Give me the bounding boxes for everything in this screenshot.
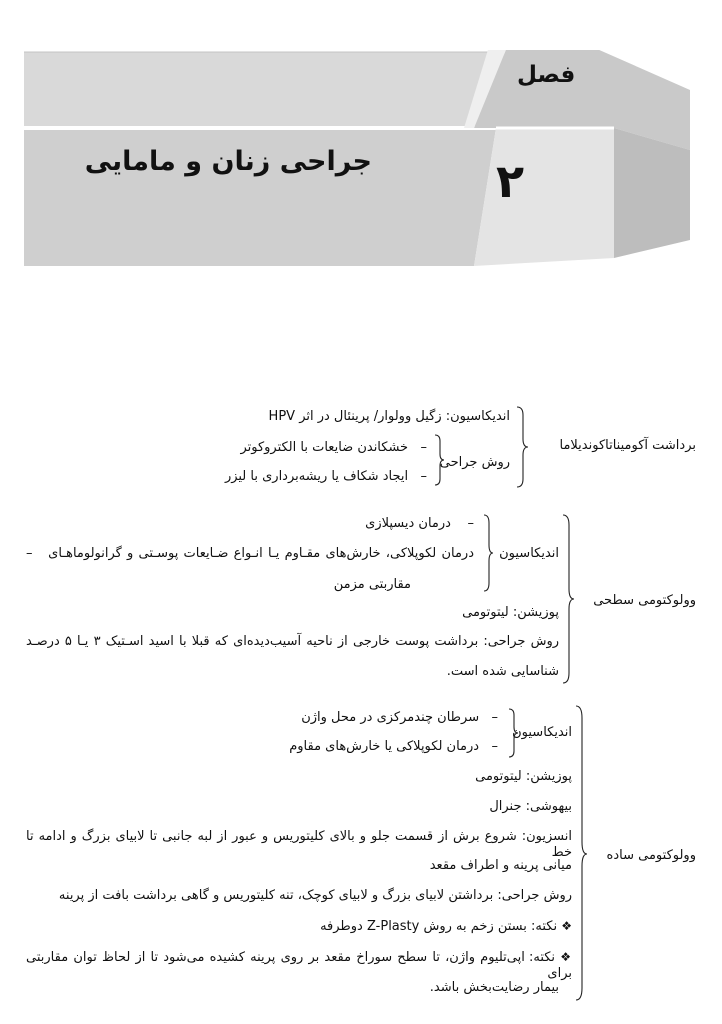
- dash-icon: –: [26, 546, 33, 561]
- method-text: روش جراحی: برداشتن لابیای بزرگ و لابیای کوچک، تنه کلیتوریس و گاهی برداشت بافت از پرینه: [58, 888, 572, 903]
- position-text: پوزیشن: لیتوتومی: [462, 605, 559, 620]
- section-title-simple-vulvectomy: وولوکتومی ساده: [606, 848, 696, 863]
- section-title-superficial-vulvectomy: وولوکتومی سطحی: [593, 593, 696, 608]
- brace-icon: [482, 513, 494, 593]
- list-item-text: درمان لکوپلاکی، خارش‌های مقـاوم یـا انـواع ضـایعات پوسـتی و گرانولوماهـای: [48, 546, 474, 561]
- brace-icon: [433, 433, 445, 487]
- method-label: روش جراحی: [439, 455, 510, 470]
- note-item: [26, 949, 572, 982]
- diamond-bullet-icon: ❖: [561, 919, 572, 933]
- method-text-continuation: شناسایی شده است.: [446, 664, 559, 679]
- note-text: نکته: اپی‌تلیوم واژن، تا سطح سوراخ مقعد بر روی پرینه کشیده می‌شود تا از لحاظ توان مقاربتی برای: [26, 950, 572, 981]
- diamond-bullet-icon: ❖: [560, 950, 573, 964]
- method-text: روش جراحی: برداشت پوست خارجی از ناحیه آسیب‌دیده‌ای که قبلا با اسید اسـتیک ۳ یـا ۵ درصـد: [26, 634, 559, 649]
- list-item: [225, 469, 427, 485]
- dash-icon: –: [420, 469, 427, 484]
- indication-label: اندیکاسیون: [499, 546, 559, 561]
- note-item: [320, 918, 572, 935]
- brace-icon: [507, 707, 519, 759]
- indication-text: اندیکاسیون: زگیل وولوار/ پرینئال در اثر HPV: [268, 409, 510, 424]
- dash-icon: –: [491, 710, 498, 725]
- list-item-text: خشکاندن ضایعات با الکتروکوتر: [240, 440, 409, 455]
- position-text: پوزیشن: لیتوتومی: [475, 769, 572, 784]
- chapter-number: ۲: [495, 154, 525, 208]
- section-title-acuminata: برداشت آکومیناتاکوندیلاما: [559, 438, 696, 453]
- list-item: [289, 739, 498, 755]
- dash-icon: –: [467, 516, 474, 531]
- list-item: [240, 440, 427, 456]
- chapter-label: فصل: [517, 62, 576, 88]
- list-item: [365, 516, 474, 532]
- chapter-title: جراحی زنان و مامایی: [84, 146, 372, 177]
- dash-icon: –: [491, 739, 498, 754]
- brace-icon: [561, 513, 575, 685]
- indication-label: اندیکاسیون: [512, 725, 572, 740]
- note-text: نکته: بستن زخم به روش Z-Plasty دوطرفه: [320, 919, 558, 934]
- dash-icon: –: [420, 440, 427, 455]
- list-item: [301, 710, 498, 726]
- anesthesia-text: بیهوشی: جنرال: [489, 799, 572, 814]
- incision-text: انسزیون: شروع برش از قسمت جلو و بالای کلیتوریس و عبور از لبه جانبی تا لابیای بزرگ و ادامه تا خط: [26, 829, 572, 860]
- list-item-text: درمان دیسپلازی: [365, 516, 451, 531]
- incision-text-continuation: میانی پرینه و اطراف مقعد: [429, 858, 572, 873]
- list-item-text: ایجاد شکاف یا ریشه‌برداری با لیزر: [224, 469, 409, 484]
- list-item-text: درمان لکوپلاکی یا خارش‌های مقاوم: [289, 739, 480, 754]
- brace-icon: [515, 405, 529, 489]
- list-item-text: سرطان چندمرکزی در محل واژن: [301, 710, 480, 725]
- list-item-continuation: مقاربتی مزمن: [333, 577, 411, 592]
- list-item: [26, 546, 474, 562]
- note-text-continuation: بیمار رضایت‌بخش باشد.: [429, 980, 559, 995]
- brace-icon: [574, 704, 588, 1002]
